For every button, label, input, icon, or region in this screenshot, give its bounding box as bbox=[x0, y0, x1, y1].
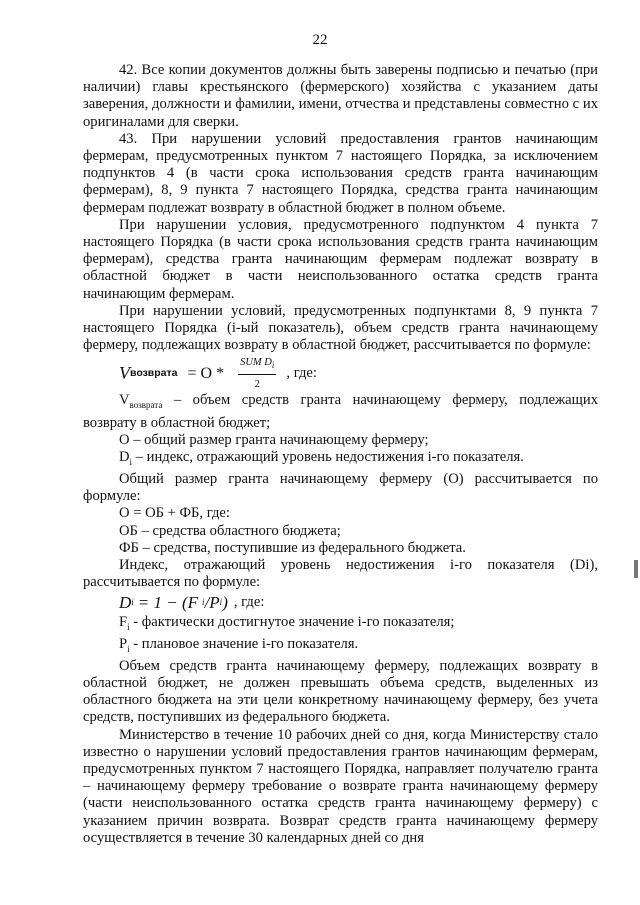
formula-v: V bbox=[119, 362, 130, 383]
page-number: 22 bbox=[312, 32, 328, 48]
definition-p: $P_i$ - плановое значение i-го показателя. bbox=[119, 635, 359, 654]
paragraph-total-grant: Общий размер гранта начинающему фермеру (О) рассчитывается по формуле: bbox=[83, 471, 598, 505]
formula-refund-volume bbox=[83, 356, 598, 390]
paragraph-43: 43. При нарушении условий предоставления грантов начинающим фермерам, предусмотренных пунктом 7 настоящего Порядка, за исключением подпунктов 4 (в части срока использования средств гранта начинающим фермерам), 8, 9 пункта 7 настоящего Порядка, средства гранта начинающим фермерам подлежат возврату в областной бюджет в полном объеме. bbox=[83, 130, 598, 216]
paragraph-refund-limit: Объем средств гранта начинающему фермеру, подлежащих возврату в областной бюджет, не должен превышать объема средств, выделенных из областного бюджета на эти цели конкретному начинающему фермеру, без учета средств, поступивших из федерального бюджета. bbox=[83, 657, 598, 726]
formula-denominator: 2 bbox=[254, 379, 260, 390]
formula-where: , где: bbox=[286, 364, 317, 381]
document-body bbox=[83, 62, 598, 847]
paragraph-violation-8-9: При нарушении условий, предусмотренных подпунктами 8, 9 пункта 7 настоящего Порядка (i-ый показатель), объем средств гранта начинающему фермеру, подлежащих возврату в областной бюджет, рассчитывается по формуле: bbox=[83, 302, 598, 354]
scan-edge-mark bbox=[634, 560, 638, 578]
formula-index: D i = 1 − (F i /P i ) , где: bbox=[119, 592, 265, 612]
definition-o: О – общий размер гранта начинающему фермеру; bbox=[119, 431, 429, 448]
paragraph-42: 42. Все копии документов должны быть заверены подписью и печатью (при наличии) главы крестьянского (фермерского) хозяйства с указанием даты заверения, должности и фамилии, имени, отчества и представлены совместно с их оригиналами для сверки. bbox=[83, 62, 598, 130]
definition-ob: ОБ – средства областного бюджета; bbox=[119, 522, 341, 539]
paragraph-ministry: Министерство в течение 10 рабочих дней со дня, когда Министерству стало известно о нарушении условий предоставления грантов начинающим фермерам, предусмотренных пунктом 7 настоящего Порядка, направляет получателю гранта – начинающему фермеру требование о возврате гранта начинающему фермеру (части неиспользованного остатка средств гранта начинающему фермеру) с указанием причин возврата. Возврат средств гранта начинающему фермеру осуществляется в течение 30 календарных дней со дня bbox=[83, 726, 598, 846]
paragraph-index: Индекс, отражающий уровень недостижения i-го показателя (Di), рассчитывается по формуле: bbox=[83, 557, 598, 591]
paragraph-violation-4: При нарушении условия, предусмотренного подпунктом 4 пункта 7 настоящего Порядка (в части срока использования средств гранта начинающим фермерам), средства гранта начинающим фермерам подлежат возврату в областной бюджет в части неиспользованного остатка средств гранта начинающим фермерам. bbox=[83, 216, 598, 302]
formula-total: О = ОБ + ФБ, где: bbox=[119, 505, 230, 522]
formula-v-subscript: возврата bbox=[130, 366, 178, 379]
definition-d: $D_i$ – индекс, отражающий уровень недостижения i-го показателя. bbox=[119, 448, 524, 467]
definition-v: $V_{возврата}$ – объем средств гранта начинающему фермеру, подлежащих возврату в областной бюджет; bbox=[83, 392, 598, 431]
formula-fraction bbox=[238, 354, 276, 394]
definition-fb: ФБ – средства, поступившие из федерального бюджета. bbox=[119, 539, 466, 556]
formula-equals: = O * bbox=[187, 364, 225, 382]
formula-numerator: SUM $D_i$ bbox=[238, 354, 276, 375]
definition-f: $F_i$ - фактически достигнутое значение i-го показателя; bbox=[119, 613, 455, 632]
